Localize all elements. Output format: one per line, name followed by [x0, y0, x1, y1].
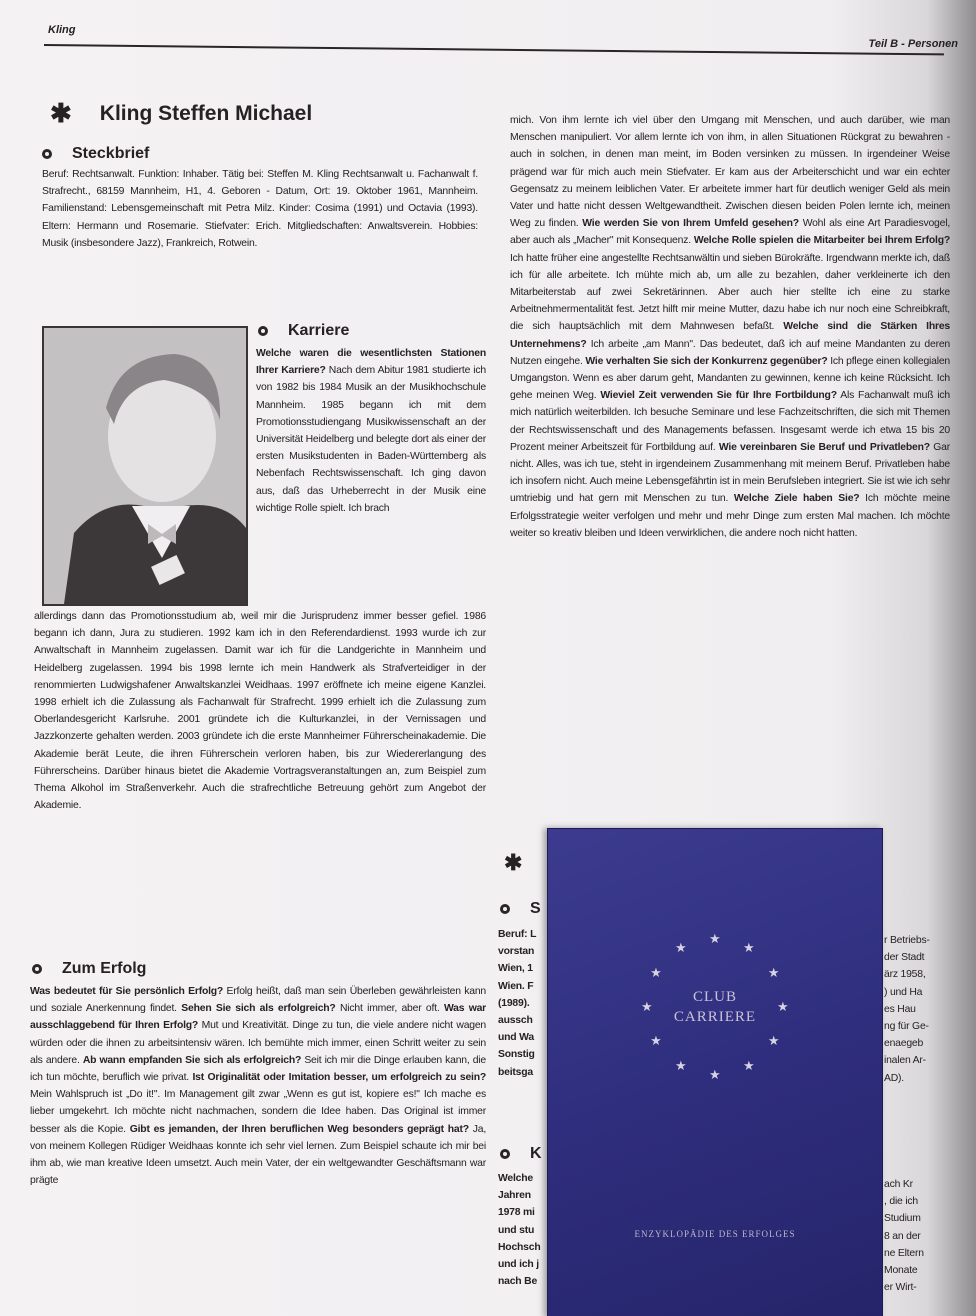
right-a4: Ich pflege einen kollegialen Umgangston. Wenn es aber darum geht, Mandanten zu gewinnen, kenne ich keine Rücksicht. Ich gehe meinen Weg. [510, 355, 950, 402]
erfolg-a6: Ja, von meinem Kollegen Rüdiger Weidhaas konnte ich sehr viel lernen. Zum Beispiel schaute ich mir bei ihm ab, wie man kreative Ideen umsetzt. Auch mein Vater, der ein weltgewandter Geschäftsmann war prägte [30, 1123, 487, 1187]
book-star-icon: ★ [709, 1067, 721, 1082]
karriere-answer-part2: allerdings dann das Promotionsstudium ab, weil mir die Jurisprudenz immer besser gefiel. 1986 begann ich dann, Jura zu studieren. 1992 kam ich in den Referendardienst. 1993 wurde ich zur Anwaltschaft in Mannheim zugelassen. Damit war ich für die Landgerichte in Mannheim und Heidelberg zugelassen. 1994 bis 1998 lernte ich mein Handwerk als Strafverteidiger in der renommierten Ludwigshafener Anwaltskanzlei Weidhaas. 1997 eröffnete ich meine eigene Kanzlei. 1998 erhielt ich die Zulassung als Fachanwalt für Strafrecht. 1999 erhielt ich die Zulassung zum Oberlandesgericht Karlsruhe. 2001 gründete ich die Kulturkanzlei, in der Vernissagen und Jazzkonzerte gehalten werden. 2003 gründete ich die erste Mannheimer Führerscheinakademie. Die Akademie berät Leute, die ihren Führerschein verloren haben, bis zur Wiedererlangung des Führerscheins. Darüber hinaus bietet die Akademie Vortragsveranstaltungen an, zum Beispiel zum Thema Alkohol im Straßenverkehr. Auch die strafrechtliche Betreuung gehört zum Angebot der Akademie. [34, 611, 486, 812]
karriere-question: Welche waren die wesentlichsten Stationen Ihrer Karriere? [256, 348, 486, 377]
fragment-line: beitsga [498, 1066, 533, 1078]
steckbrief-text [42, 166, 478, 252]
steckbrief-title: Steckbrief [72, 145, 150, 162]
fragment-line: der Stadt [884, 952, 925, 964]
right-a7: Ich möchte meine Erfolgsstrategie weiter verfolgen und mehr und mehr Dinge zum ersten Mal machen. Ich möchte weiter so kreativ bleiben und Ideen verwirklichen, die andere noch nicht hatten. [510, 493, 951, 539]
steckbrief-paragraph: Beruf: Rechtsanwalt. Funktion: Inhaber. Tätig bei: Steffen M. Kling Rechtsanwalt u. Fachanwalt f. Strafrecht., 68159 Mannheim, H1, 4. Geboren - Datum, Ort: 19. Oktober 1961, Mannheim. Familienstand: Lebensgemeinschaft mit Petra Milz. Kinder: Cosima (1991) und Octavia (1993). Eltern: Hermann und Rosemarie. Stiefvater: Erich. Mitgliedschaften: Anwaltsverein. Hobbies: Musik (insbesondere Jazz), Frankreich, Rotwein. [42, 169, 478, 249]
book-star-icon: ★ [650, 965, 662, 980]
right-q5: Wieviel Zeit verwenden Sie für Ihre Fortbildung? [600, 390, 837, 402]
fragment-line: ne Eltern [884, 1247, 924, 1259]
lower-left-fragments-2 [498, 1170, 550, 1290]
person-title [50, 98, 312, 129]
fragment-line: Sonstig [498, 1049, 535, 1061]
running-header-right: Teil B - Personen [868, 38, 958, 50]
portrait-photo [42, 326, 248, 606]
erfolg-q2: Sehen Sie sich als erfolgreich? [181, 1003, 336, 1015]
book-star-icon: ★ [767, 1033, 780, 1048]
fragment-line: ng für Ge- [884, 1021, 929, 1033]
fragment-line: Monate [884, 1265, 918, 1277]
fragment-line: , die ich [884, 1196, 919, 1208]
fragment-line: und ich j [498, 1259, 539, 1271]
right-a6: Gar nicht. Alles, was ich tue, steht in irgendeinem Zusammenhang mit meinem Beruf. Privatleben habe ich insofern nicht. Auch meine Lebensgefährtin ist in mein Berufsleben integriert. Sie ist wie ich sehr umtriebig und hat gern mit Menschen zu tun. [510, 441, 950, 505]
fragment-line: Welche [498, 1173, 533, 1184]
right-q1: Wie werden Sie von Ihrem Umfeld gesehen? [582, 218, 799, 230]
erfolg-heading [32, 960, 146, 978]
right-q7: Welche Ziele haben Sie? [733, 493, 860, 505]
fragment-line: AD). [884, 1072, 904, 1084]
right-q2: Welche Rolle spielen die Mitarbeiter bei Ihrem Erfolg? [693, 235, 951, 247]
right-p1: mich. Von ihm lernte ich viel über den Umgang mit Menschen, und auch darüber, wie man Menschen manipuliert. Vor allem lernte ich von ihm, in allen Situationen Rückgrat zu bewahren - auch in solchen, in denen man meint, im Boden versinken zu müssen. In irgendeiner Weise prägend war für mich auch mein Stiefvater. Er kam aus der Arbeiterschicht und war ein echter Gegensatz zu meinem leiblichen Vater. Er arbeitete immer hart für deutlich weniger Geld als mein Vater und hatte nicht dessen Weltgewandtheit. Zwischen diesen beiden Polen lernte ich, meinen Weg zu finden. [510, 115, 950, 230]
erfolg-q6: Gibt es jemanden, der Ihren beruflichen Weg besonders geprägt hat? [129, 1123, 469, 1135]
erfolg-q3: Was war ausschlaggebend für Ihren Erfolg? [30, 1003, 487, 1032]
karriere-text-top [256, 345, 486, 517]
book-title-line1: CLUB [692, 989, 737, 1005]
erfolg-text [30, 983, 486, 1189]
fragment-line: Studium [884, 1213, 921, 1225]
lower-heading-s-letter: S [530, 900, 541, 917]
fragment-line: (1989). [498, 997, 530, 1009]
lower-heading-k [500, 1145, 542, 1163]
fragment-line: es Hau [884, 1003, 916, 1015]
bullet-icon [258, 326, 268, 336]
right-q3: Welche sind die Stärken Ihres Unternehmens? [510, 321, 951, 350]
fragment-line: Jahren [498, 1190, 531, 1202]
erfolg-a5: Mein Wahlspruch ist „Do it!". Im Management gilt zwar „Wenn es gut ist, kopiere es!" Ich mache es lieber umgekehrt. Ich möchte nicht nachmachen, sondern die Idee haben. Das Original ist immer besser als die Kopie. [30, 1089, 486, 1135]
bullet-icon [32, 964, 42, 974]
bullet-icon [500, 904, 510, 914]
book-star-icon: ★ [709, 931, 721, 946]
running-header-left: Kling [48, 24, 76, 36]
fragment-line: enaegeb [884, 1038, 924, 1050]
fragment-line: und Wa [498, 1032, 534, 1044]
erfolg-q1: Was bedeutet für Sie persönlich Erfolg? [30, 986, 224, 997]
book-star-icon: ★ [777, 999, 789, 1014]
fragment-line: Hochsch [498, 1241, 541, 1253]
fragment-line: nach Be [498, 1276, 538, 1288]
erfolg-q5: Ist Originalität oder Imitation besser, um erfolgreich zu sein? [192, 1072, 487, 1084]
right-a5: Als Fachanwalt muß ich mich natürlich weiterbilden. Ich besuche Seminare und lese Fachzeitschriften, die sich mit Themen der Rechtswissenschaft und des Managements befassen. Insgesamt werde ich etwa 15 bis 20 Prozent meiner Arbeitszeit für Fortbildung auf. [510, 390, 950, 453]
erfolg-q4: Ab wann empfanden Sie sich als erfolgreich? [82, 1054, 302, 1066]
fragment-line: 1978 mi [498, 1207, 535, 1219]
asterisk-icon: ✱ [50, 98, 72, 128]
book-title-line2: CARRIERE [673, 1009, 757, 1025]
erfolg-a4: Seit ich mir die Dinge erlauben kann, die ich tun möchte, beruflich wie privat. [30, 1054, 486, 1084]
right-a2: Ich hatte früher eine angestellte Rechtsanwältin und sieben Bürokräfte. Irgendwann merkte ich, daß ich für alle arbeitete. Ich mühte mich ab, um alle zu bezahlen, daher verkleinerte ich den Mitarbeiterstab auf zwei Sekretärinnen. Aber auch hier stellte ich eine zu starke Arbeitnehmermentalität fest. Jetzt hilft mir meine Mutter, dazu habe ich nur noch eine Schreibkraft, die sich hauptsächlich mit dem Mahnwesen befaßt. [510, 252, 950, 333]
lower-right-fragments-2 [884, 1176, 944, 1296]
asterisk-icon: ✱ [504, 850, 523, 875]
steckbrief-heading [42, 145, 149, 163]
right-a3: Ich arbeite „am Mann". Das bedeutet, daß ich auf meine Mandanten zu deren Nutzen eingehe. [510, 338, 951, 367]
bullet-icon [42, 149, 52, 159]
lower-left-fragments [498, 926, 550, 1081]
book-star-icon: ★ [743, 1057, 755, 1073]
book-star-icon: ★ [641, 999, 653, 1014]
karriere-text-bottom [34, 608, 486, 814]
header-rule [44, 44, 944, 55]
lower-heading-s [500, 900, 541, 918]
bullet-icon [500, 1149, 510, 1159]
fragment-line: ärz 1958, [884, 969, 926, 981]
book-subtitle: ENZYKLOPÄDIE DES ERFOLGES [634, 1229, 796, 1239]
fragment-line: Beruf: L [498, 929, 537, 940]
right-q4: Wie verhalten Sie sich der Konkurrenz gegenüber? [585, 355, 828, 367]
erfolg-title: Zum Erfolg [62, 960, 147, 977]
fragment-line: inalen Ar- [884, 1055, 926, 1067]
fragment-line: Wien, 1 [498, 963, 533, 975]
book-star-icon: ★ [743, 940, 755, 956]
fragment-line: vorstan [498, 946, 535, 958]
fragment-line: r Betriebs- [884, 935, 930, 946]
person-name: Kling Steffen Michael [99, 101, 313, 125]
karriere-heading [258, 322, 349, 340]
portrait-illustration [44, 328, 246, 604]
book-cover [547, 828, 883, 1316]
right-q6: Wie vereinbaren Sie Beruf und Privatleben? [718, 441, 930, 453]
lower-heading-k-letter: K [530, 1145, 542, 1162]
fragment-line: und stu [498, 1224, 535, 1236]
fragment-line: er Wirt- [884, 1282, 917, 1294]
fragment-line: ) und Ha [884, 986, 923, 998]
fragment-line: 8 an der [884, 1230, 921, 1242]
erfolg-a1: Erfolg heißt, daß man sein Überleben gewährleisten kann und soziale Anerkennung findet. [30, 986, 487, 1015]
fragment-line: ach Kr [884, 1179, 913, 1190]
lower-right-fragments [884, 932, 944, 1087]
erfolg-a2: Nicht immer, aber oft. [340, 1003, 440, 1015]
fragment-line: aussch [498, 1015, 533, 1027]
fragment-line: Wien. F [498, 980, 534, 992]
right-a1: Wohl als eine Art Paradiesvogel, aber auch als „Macher" mit Konsequenz. [510, 218, 951, 247]
book-star-icon: ★ [650, 1033, 662, 1048]
karriere-answer-part1: Nach dem Abitur 1981 studierte ich von 1982 bis 1984 Musik an der Musikhochschule Mannheim. 1985 begann ich mit dem Promotionsstudiengang Musikwissenschaft an der Universität Heidelberg und belegte dort als einer der ersten Musikstudenten in Baden-Württemberg als Nebenfach Rechtswissenschaft. Ich ging davon aus, daß das Urheberrecht in der Musik eine wichtige Rolle spielt. Ich brach [256, 365, 486, 514]
right-column-text [510, 112, 950, 542]
book-star-icon: ★ [675, 940, 687, 956]
book-star-icon: ★ [675, 1057, 687, 1073]
book-star-icon: ★ [767, 965, 780, 980]
erfolg-a3: Mut und Kreativität. Dinge zu tun, die viele andere nicht wagen würden oder die ihnen zu arbeitsintensiv wären. Ich bemühte mich immer, einen Schritt weiter zu sein als andere. [30, 1020, 487, 1066]
karriere-title: Karriere [288, 322, 350, 339]
